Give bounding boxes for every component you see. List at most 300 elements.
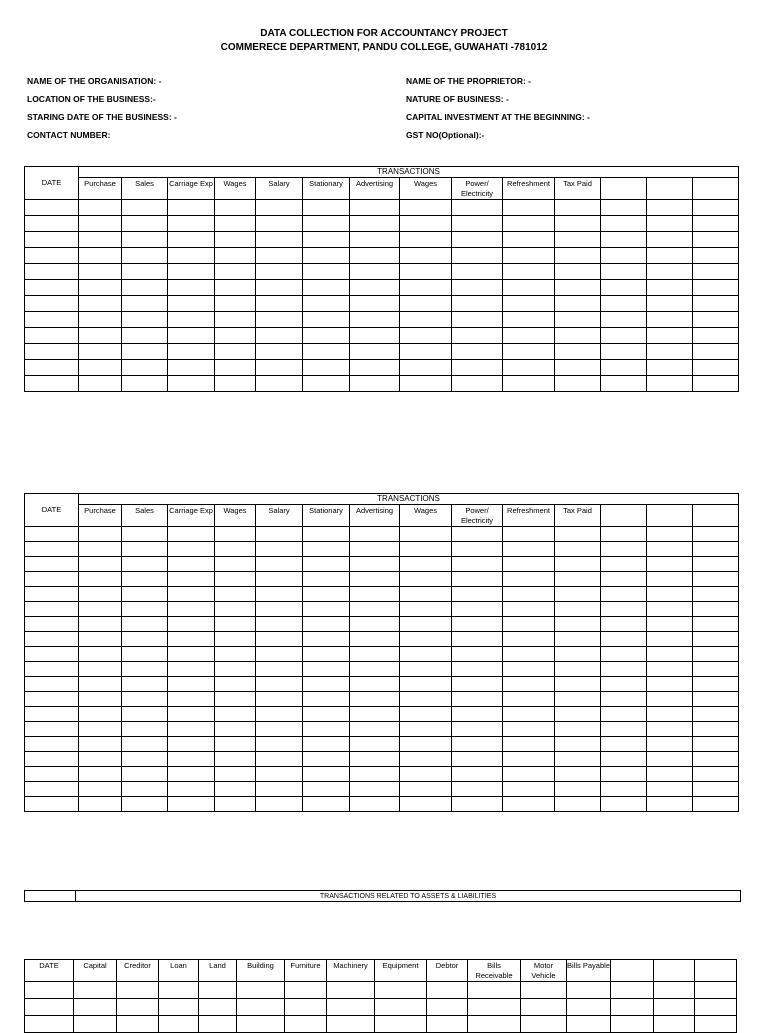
table-row (25, 557, 739, 572)
table-cell (693, 602, 739, 617)
table-cell (647, 232, 693, 248)
table-cell (400, 647, 452, 662)
table-cell (256, 707, 303, 722)
table-cell (601, 647, 647, 662)
table-cell (122, 662, 168, 677)
column-header: Advertising (350, 505, 400, 527)
table-cell (555, 647, 601, 662)
table-cell (400, 797, 452, 812)
table-cell (693, 647, 739, 662)
table-cell (503, 328, 555, 344)
table-cell (452, 737, 503, 752)
table-cell (503, 376, 555, 392)
table-cell (256, 248, 303, 264)
column-header: Wages (400, 178, 452, 200)
table-cell (256, 527, 303, 542)
table-cell (303, 360, 350, 376)
table-cell (122, 557, 168, 572)
table-cell (303, 767, 350, 782)
table-cell (215, 527, 256, 542)
table-cell (122, 677, 168, 692)
table-cell (693, 312, 739, 328)
table-cell (256, 602, 303, 617)
table-cell (122, 617, 168, 632)
table-cell (25, 797, 79, 812)
table-cell (693, 328, 739, 344)
table-cell (303, 632, 350, 647)
table-cell (79, 312, 122, 328)
table-cell (400, 587, 452, 602)
table-cell (168, 328, 215, 344)
table-cell (215, 782, 256, 797)
date-header: DATE (25, 167, 79, 200)
assets-column-header: Bills Payable (567, 960, 611, 982)
table-cell (303, 376, 350, 392)
table-cell (256, 767, 303, 782)
table-cell (601, 264, 647, 280)
table-cell (285, 1016, 327, 1033)
table-cell (452, 797, 503, 812)
table-cell (285, 999, 327, 1016)
table-cell (693, 797, 739, 812)
table-cell (168, 632, 215, 647)
table-cell (168, 677, 215, 692)
table-cell (400, 296, 452, 312)
column-header: Wages (215, 178, 256, 200)
table-row (25, 752, 739, 767)
table-cell (567, 1016, 611, 1033)
info-field-left-2: LOCATION OF THE BUSINESS:- (27, 94, 156, 104)
table-cell (503, 527, 555, 542)
table-cell (25, 602, 79, 617)
table-cell (555, 722, 601, 737)
table-cell (122, 632, 168, 647)
assets-column-header: Bills Receivable (468, 960, 521, 982)
table-cell (693, 572, 739, 587)
table-cell (452, 782, 503, 797)
table-cell (400, 662, 452, 677)
table-cell (25, 982, 74, 999)
table-cell (350, 587, 400, 602)
table-cell (693, 264, 739, 280)
table-cell (601, 376, 647, 392)
table-row (25, 602, 739, 617)
column-header: Tax Paid (555, 178, 601, 200)
table-cell (215, 752, 256, 767)
column-header: Carriage Exp (168, 505, 215, 527)
table-cell (647, 632, 693, 647)
table-cell (601, 662, 647, 677)
table-cell (79, 617, 122, 632)
table-cell (199, 1016, 237, 1033)
table-cell (400, 572, 452, 587)
table-cell (693, 707, 739, 722)
table-cell (452, 360, 503, 376)
date-header: DATE (25, 494, 79, 527)
assets-column-header: Capital (74, 960, 117, 982)
table-cell (256, 542, 303, 557)
table-cell (256, 752, 303, 767)
table-cell (695, 999, 737, 1016)
table-cell (601, 617, 647, 632)
table-cell (452, 722, 503, 737)
table-cell (25, 587, 79, 602)
table-cell (79, 692, 122, 707)
table-cell (122, 767, 168, 782)
table-cell (452, 264, 503, 280)
column-header: Purchase (79, 505, 122, 527)
table-cell (79, 376, 122, 392)
table-cell (567, 982, 611, 999)
table-cell (168, 542, 215, 557)
table-cell (303, 797, 350, 812)
table-cell (693, 722, 739, 737)
table-cell (555, 542, 601, 557)
table-row (25, 617, 739, 632)
table-cell (168, 572, 215, 587)
table-cell (256, 617, 303, 632)
table-cell (285, 982, 327, 999)
table-row (25, 328, 739, 344)
table-cell (400, 617, 452, 632)
table-cell (122, 692, 168, 707)
table-cell (647, 248, 693, 264)
table-cell (122, 587, 168, 602)
table-cell (555, 296, 601, 312)
table-cell (521, 982, 567, 999)
table-cell (215, 677, 256, 692)
table-cell (555, 200, 601, 216)
table-cell (400, 344, 452, 360)
table-cell (400, 782, 452, 797)
table-cell (256, 677, 303, 692)
table-cell (350, 248, 400, 264)
table-cell (122, 280, 168, 296)
table-cell (452, 587, 503, 602)
table-cell (567, 999, 611, 1016)
table-cell (647, 216, 693, 232)
table-cell (168, 797, 215, 812)
table-cell (215, 707, 256, 722)
assets-column-header: Motor Vehicle (521, 960, 567, 982)
table-cell (168, 647, 215, 662)
table-cell (452, 647, 503, 662)
table-cell (654, 982, 695, 999)
table-cell (693, 360, 739, 376)
table-row (25, 999, 737, 1016)
table-cell (647, 296, 693, 312)
table-cell (122, 602, 168, 617)
table-cell (122, 752, 168, 767)
table-cell (555, 617, 601, 632)
table-cell (693, 692, 739, 707)
table-cell (647, 328, 693, 344)
table-cell (122, 216, 168, 232)
table-cell (25, 216, 79, 232)
assets-column-header: Loan (159, 960, 199, 982)
table-cell (215, 232, 256, 248)
table-cell (468, 999, 521, 1016)
table-cell (215, 248, 256, 264)
table-cell (215, 602, 256, 617)
table-cell (503, 360, 555, 376)
table-cell (452, 572, 503, 587)
table-cell (350, 602, 400, 617)
info-field-right-1: NAME OF THE PROPRIETOR: - (406, 76, 531, 86)
assets-column-header: Machinery (327, 960, 375, 982)
column-header (601, 178, 647, 200)
table-cell (400, 264, 452, 280)
table-cell (350, 647, 400, 662)
column-header: Power/ Electricity (452, 178, 503, 200)
table-cell (256, 232, 303, 248)
table-cell (611, 982, 654, 999)
table-cell (601, 232, 647, 248)
table-cell (25, 280, 79, 296)
table-cell (350, 542, 400, 557)
column-header: Sales (122, 505, 168, 527)
table-row (25, 216, 739, 232)
table-cell (25, 737, 79, 752)
table-cell (400, 376, 452, 392)
document-subtitle: COMMERECE DEPARTMENT, PANDU COLLEGE, GUWAHATI -781012 (220, 42, 548, 53)
column-header (647, 505, 693, 527)
table-cell (375, 1016, 427, 1033)
table-cell (452, 662, 503, 677)
table-cell (400, 692, 452, 707)
table-cell (168, 527, 215, 542)
table-cell (215, 360, 256, 376)
table-cell (327, 1016, 375, 1033)
table-cell (25, 344, 79, 360)
table-cell (350, 632, 400, 647)
table-cell (647, 312, 693, 328)
table-cell (256, 692, 303, 707)
table-cell (168, 752, 215, 767)
table-cell (350, 232, 400, 248)
table-cell (654, 1016, 695, 1033)
table-cell (25, 722, 79, 737)
table-cell (117, 1016, 159, 1033)
table-cell (215, 632, 256, 647)
table-cell (400, 632, 452, 647)
table-cell (256, 737, 303, 752)
assets-liabilities-table (24, 959, 737, 1033)
table-cell (122, 232, 168, 248)
table-cell (647, 587, 693, 602)
assets-column-header: Creditor (117, 960, 159, 982)
table-cell (647, 797, 693, 812)
table-cell (555, 797, 601, 812)
table-cell (647, 722, 693, 737)
table-cell (601, 722, 647, 737)
table-cell (647, 360, 693, 376)
table-cell (555, 767, 601, 782)
table-cell (79, 542, 122, 557)
table-cell (215, 617, 256, 632)
table-cell (168, 722, 215, 737)
table-row (25, 1016, 737, 1033)
table-cell (79, 797, 122, 812)
table-cell (79, 602, 122, 617)
column-header: Wages (215, 505, 256, 527)
table-cell (256, 376, 303, 392)
table-cell (601, 216, 647, 232)
table-cell (25, 707, 79, 722)
table-cell (555, 572, 601, 587)
table-cell (555, 602, 601, 617)
assets-column-header (654, 960, 695, 982)
table-cell (74, 999, 117, 1016)
column-header: Wages (400, 505, 452, 527)
table-cell (350, 264, 400, 280)
table-cell (693, 632, 739, 647)
table-cell (427, 982, 468, 999)
table-cell (122, 527, 168, 542)
table-cell (452, 527, 503, 542)
table-row (25, 662, 739, 677)
table-cell (452, 200, 503, 216)
table-cell (350, 344, 400, 360)
table-cell (350, 677, 400, 692)
table-cell (25, 632, 79, 647)
info-field-left-1: NAME OF THE ORGANISATION: - (27, 76, 162, 86)
table-cell (79, 328, 122, 344)
table-cell (215, 572, 256, 587)
table-cell (256, 312, 303, 328)
table-cell (601, 737, 647, 752)
table-cell (74, 982, 117, 999)
table-cell (215, 797, 256, 812)
table-cell (79, 632, 122, 647)
table-cell (693, 200, 739, 216)
table-cell (555, 527, 601, 542)
table-cell (25, 617, 79, 632)
table-cell (503, 200, 555, 216)
table-cell (601, 707, 647, 722)
table-cell (503, 296, 555, 312)
table-cell (503, 767, 555, 782)
table-cell (122, 312, 168, 328)
column-header: Refreshment (503, 178, 555, 200)
table-cell (350, 200, 400, 216)
info-field-left-3: STARING DATE OF THE BUSINESS: - (27, 112, 177, 122)
table-cell (693, 232, 739, 248)
table-cell (693, 527, 739, 542)
table-cell (256, 264, 303, 280)
table-cell (256, 280, 303, 296)
table-row (25, 248, 739, 264)
table-cell (695, 982, 737, 999)
table-cell (215, 542, 256, 557)
info-field-right-3: CAPITAL INVESTMENT AT THE BEGINNING: - (406, 112, 590, 122)
table-cell (693, 677, 739, 692)
table-cell (521, 1016, 567, 1033)
table-cell (215, 264, 256, 280)
table-cell (122, 248, 168, 264)
table-cell (601, 677, 647, 692)
table-cell (468, 1016, 521, 1033)
table-cell (215, 312, 256, 328)
assets-column-header: Building (237, 960, 285, 982)
table-cell (303, 328, 350, 344)
table-cell (400, 722, 452, 737)
table-cell (400, 248, 452, 264)
table-cell (168, 767, 215, 782)
table-cell (122, 722, 168, 737)
table-cell (122, 360, 168, 376)
table-cell (303, 248, 350, 264)
table-cell (555, 264, 601, 280)
table-cell (256, 587, 303, 602)
table-cell (555, 557, 601, 572)
table-cell (215, 662, 256, 677)
assets-column-header (695, 960, 737, 982)
table-cell (303, 280, 350, 296)
table-cell (303, 264, 350, 280)
table-cell (25, 572, 79, 587)
table-cell (503, 248, 555, 264)
table-cell (303, 200, 350, 216)
table-cell (452, 767, 503, 782)
table-cell (647, 782, 693, 797)
column-header: Salary (256, 178, 303, 200)
table-cell (215, 200, 256, 216)
table-cell (303, 542, 350, 557)
table-cell (215, 280, 256, 296)
table-cell (503, 280, 555, 296)
table-cell (611, 1016, 654, 1033)
assets-column-header: Equipment (375, 960, 427, 982)
table-cell (256, 296, 303, 312)
table-cell (601, 280, 647, 296)
table-cell (25, 328, 79, 344)
table-row (25, 542, 739, 557)
table-cell (117, 999, 159, 1016)
table-cell (79, 216, 122, 232)
table-cell (25, 527, 79, 542)
column-header: Tax Paid (555, 505, 601, 527)
table-cell (452, 328, 503, 344)
table-cell (79, 662, 122, 677)
table-cell (350, 280, 400, 296)
table-row (25, 200, 739, 216)
table-cell (256, 662, 303, 677)
table-cell (693, 782, 739, 797)
table-cell (693, 216, 739, 232)
table-cell (555, 632, 601, 647)
table-cell (693, 248, 739, 264)
table-cell (647, 376, 693, 392)
table-cell (168, 602, 215, 617)
table-row (25, 677, 739, 692)
table-cell (25, 557, 79, 572)
table-cell (256, 328, 303, 344)
table-cell (350, 376, 400, 392)
table-cell (215, 647, 256, 662)
table-cell (256, 797, 303, 812)
table-cell (375, 999, 427, 1016)
table-cell (400, 752, 452, 767)
table-cell (375, 982, 427, 999)
table-row (25, 232, 739, 248)
table-cell (601, 296, 647, 312)
table-cell (350, 722, 400, 737)
table-row (25, 722, 739, 737)
table-cell (555, 737, 601, 752)
table-cell (503, 557, 555, 572)
table-cell (601, 602, 647, 617)
